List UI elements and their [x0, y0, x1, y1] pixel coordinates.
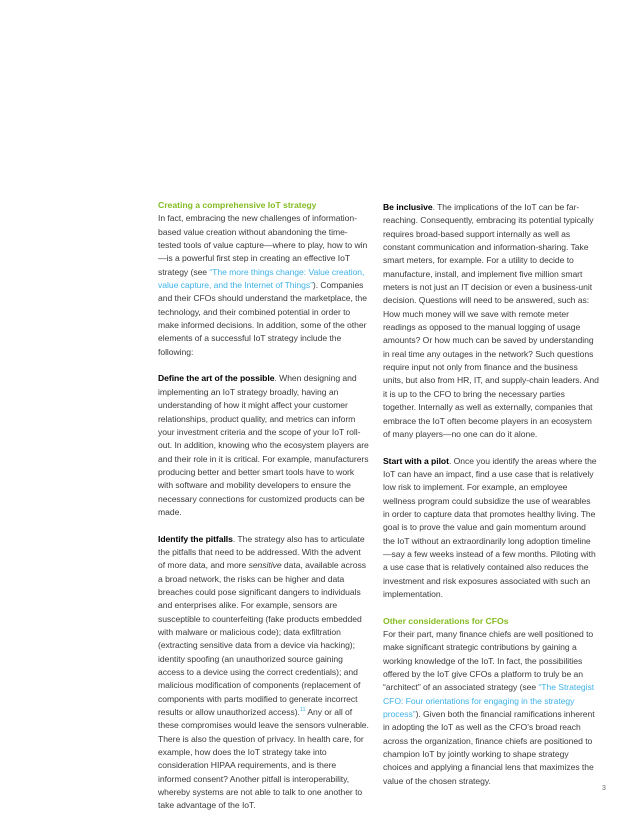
inclusive-lead: Be inclusive: [383, 202, 433, 212]
inclusive-text: . The implications of the IoT can be far-reaching. Consequently, embracing its potential typically requires broad-based support internally as well as constant communication and information-sharing. Take smart meters, for example. For a utility to decide to manufacture, install, and implement five million smart meters is not just an IT decision or even a business-unit decision. Questions will need to be answered, such as: How much money will we save with remote meter readings as opposed to the manual logging of usage amounts? Or how much can be saved by understanding in real time any outages in the network? Such questions require input not only from finance and the business units, but also from HR, IT, and supply-chain leaders. And it is up to the CFO to bring the necessary parties together. Internally as well as externally, companies that embrace the IoT often become players in an ecosystem of many players—no one can do it alone.: [383, 202, 599, 439]
pitfalls-text-continued: data, available across a broad network, the risks can be higher and data breaches could pose significant dangers to individuals and enterprises alike. For example, sensors are susceptible to counterfeiting (fake products embedded with malware or malicious code); data exfiltration (extracting sensitive data from a device via hacking); identity spoofing (an unauthorized source gaining access to a device using the correct credentials); and malicious modification of components (replacement of components with parts modified to generate incorrect results or allow unauthorized access).: [158, 560, 366, 718]
intro-paragraph: [158, 212, 370, 359]
pilot-text: . Once you identify the areas where the IoT can have an impact, find a use case that is relatively low risk to implement. For example, an employee wellness program could subsidize the use of wearables in order to capture data that promotes healthy living. The goal is to prove the value and gain momentum around the IoT without an extraordinarily long adoption timeline—say a few weeks instead of a few months. Piloting with a use case that is relatively contained also reduces the investment and risk exposures associated with such an implementation.: [383, 455, 597, 599]
define-text: . When designing and implementing an IoT strategy broadly, having an understanding of how it might affect your customer relationships, product quality, and metrics can inform your investment criteria and the scope of your IoT roll-out. In addition, knowing who the ecosystem players are and their role in it is critical. For example, manufacturers producing better and better smart tools have to work with software and mobility developers to ensure the necessary connections for customized products can be made.: [158, 373, 369, 517]
section-heading-other-considerations: Other considerations for CFOs: [383, 615, 509, 626]
pilot-paragraph: [383, 455, 599, 602]
right-column: [383, 199, 599, 788]
define-lead: Define the art of the possible: [158, 373, 275, 384]
pitfalls-text: . The strategy also has to articulate the pitfalls that need to be addressed. With the advent of more data, and more: [158, 533, 365, 571]
intro-text-continued: ). Companies and their CFOs should understand the marketplace, the technology, and their combined potential in order to make informed decisions. In addition, some of the other elements of a successful IoT strategy include the following:: [158, 280, 367, 357]
pitfalls-lead: Identify the pitfalls: [158, 533, 233, 544]
inclusive-paragraph: [383, 201, 599, 441]
considerations-text-continued: ). Given both the financial ramifications inherent in adopting the IoT as well as the CFO’s broad reach across the organization, finance chiefs are positioned to champion IoT by jointly working to shape strategy choices and applying a financial lens that maximizes the value of the chosen strategy.: [383, 709, 595, 786]
considerations-paragraph: [383, 628, 599, 788]
pitfalls-emphasis: sensitive: [248, 560, 282, 571]
footnote-reference[interactable]: 11: [299, 707, 306, 714]
pitfalls-text-end: Any or all of these compromises would leave the sensors vulnerable. There is also the question of privacy. In health care, for example, how does the IoT strategy take into consideration HIPAA requirements, and is there informed consent? Another pitfall is interoperability, whereby systems are not able to talk to one another to take advantage of the IoT.: [158, 707, 369, 811]
section-heading-comprehensive-strategy: Creating a comprehensive IoT strategy: [158, 200, 317, 210]
left-column: [158, 199, 370, 813]
page-number: 3: [602, 785, 606, 792]
pilot-lead: Start with a pilot: [383, 455, 449, 466]
considerations-text: For their part, many finance chiefs are well positioned to make significant strategic contributions by gaining a working knowledge of the IoT. In fact, the possibilities offered by the IoT give CFOs a platform to truly be an “architect” of an associated strategy (see: [383, 629, 594, 693]
define-paragraph: [158, 372, 370, 519]
more-things-change-link[interactable]: “The more things change: Value creation, value capture, and the Internet of Things”: [158, 266, 365, 291]
intro-text: In fact, embracing the new challenges of information-based value creation without abandoning the time-tested tools of value capture—where to play, how to win—is a powerful first step in creating an effective IoT strategy (see: [158, 213, 368, 277]
pitfalls-paragraph: [158, 533, 370, 813]
strategist-cfo-link[interactable]: “The Strategist CFO: Four orientations for engaging in the strategy process”: [383, 682, 595, 720]
